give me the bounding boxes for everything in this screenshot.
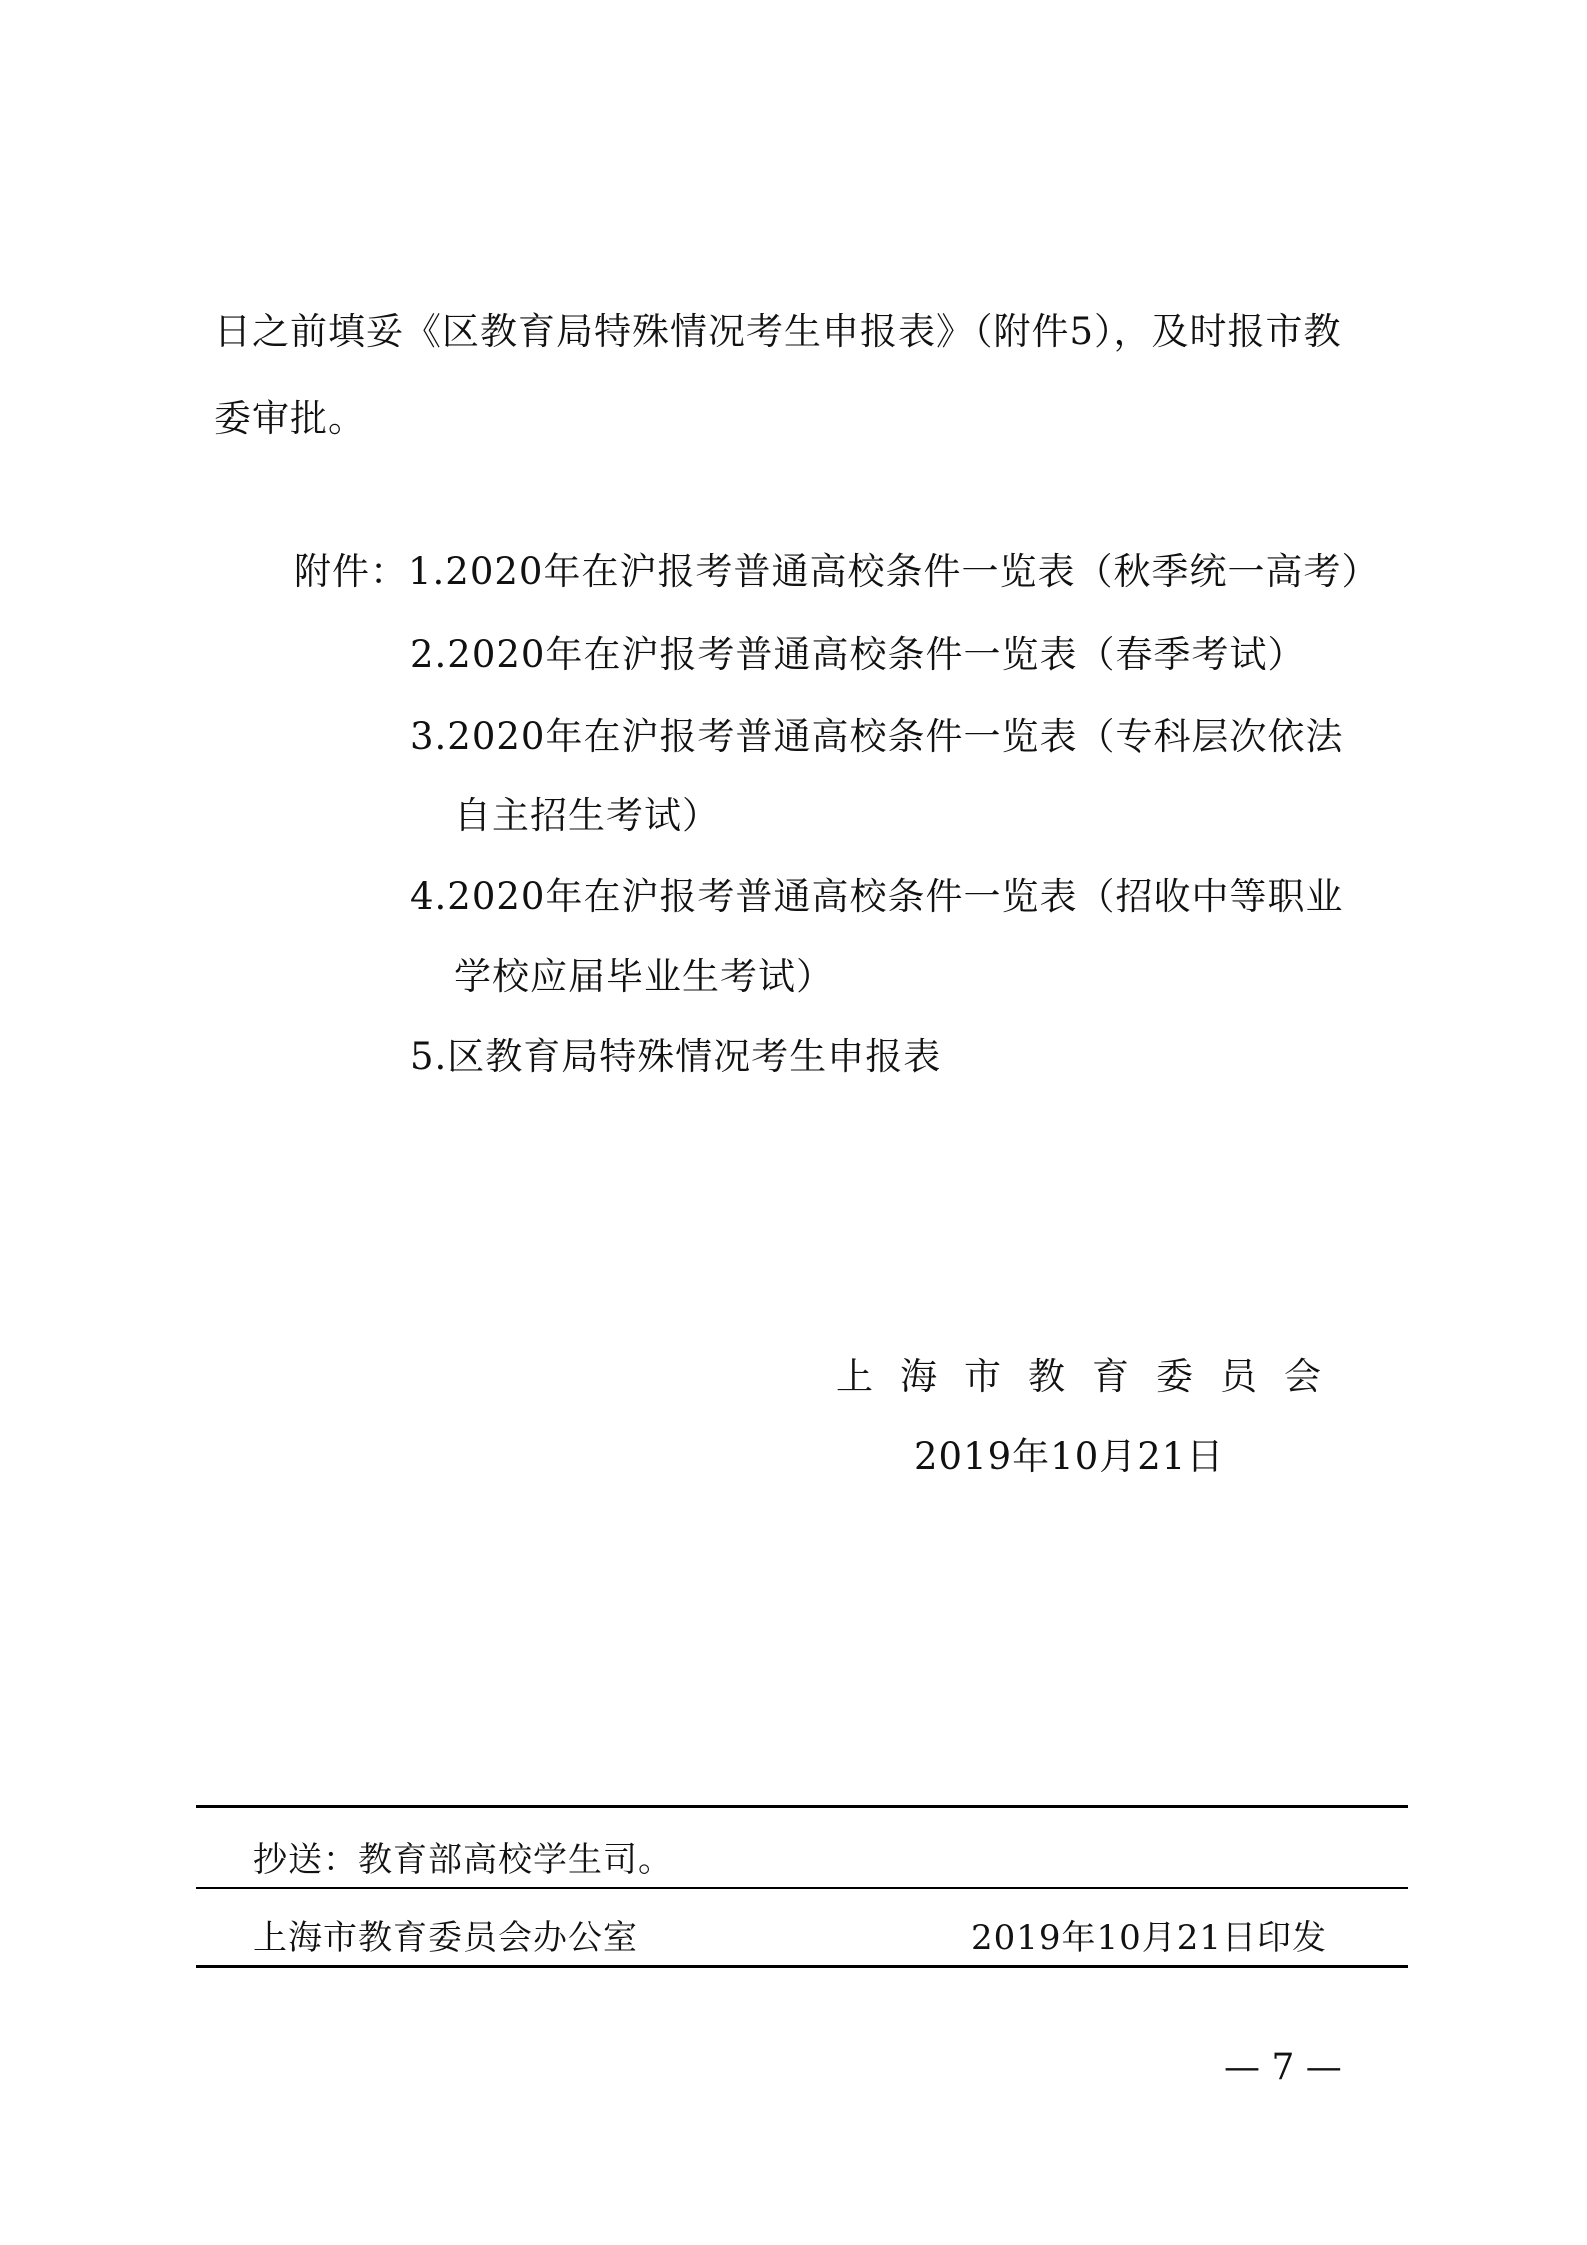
attachment-item-3-continued: 自主招生考试） bbox=[454, 794, 720, 837]
attachment-item-4-continued: 学校应届毕业生考试） bbox=[454, 955, 834, 998]
page-number: — 7 — bbox=[1224, 2047, 1342, 2088]
attachment-item-5: 5.区教育局特殊情况考生申报表 bbox=[410, 1035, 942, 1078]
body-paragraph-line: 委审批。 bbox=[214, 397, 366, 440]
signature-organization: 上海市教育委员会 bbox=[836, 1355, 1348, 1398]
issuer: 上海市教育委员会办公室 bbox=[253, 1918, 638, 1958]
attachment-item-4: 4.2020年在沪报考普通高校条件一览表（招收中等职业 bbox=[410, 875, 1344, 918]
cc-line: 抄送：教育部高校学生司。 bbox=[253, 1840, 673, 1880]
footer-top-rule bbox=[196, 1805, 1408, 1808]
footer-bottom-rule bbox=[196, 1965, 1408, 1968]
attachment-heading-item-1: 附件：1.2020年在沪报考普通高校条件一览表（秋季统一高考） bbox=[294, 550, 1380, 593]
body-paragraph-line: 日之前填妥《区教育局特殊情况考生申报表》（附件5），及时报市教 bbox=[214, 310, 1342, 353]
signature-date: 2019年10月21日 bbox=[914, 1435, 1225, 1478]
issue-date: 2019年10月21日印发 bbox=[971, 1918, 1328, 1958]
footer-middle-rule bbox=[196, 1887, 1408, 1889]
attachment-item-3: 3.2020年在沪报考普通高校条件一览表（专科层次依法 bbox=[410, 715, 1344, 758]
attachment-item-2: 2.2020年在沪报考普通高校条件一览表（春季考试） bbox=[410, 633, 1306, 676]
